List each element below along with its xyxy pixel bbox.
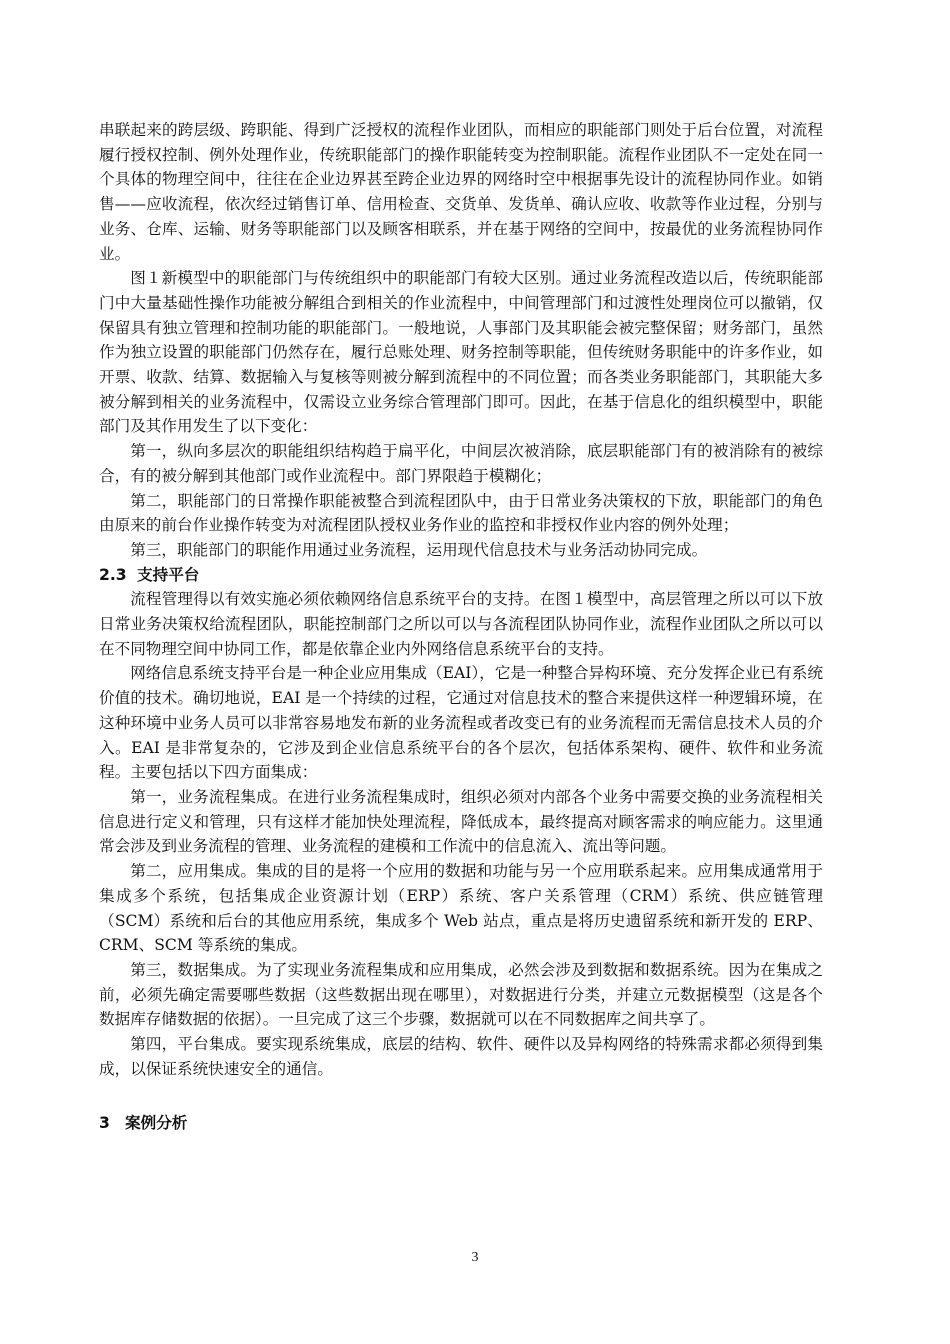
paragraph-p7: 网络信息系统支持平台是一种企业应用集成（EAI），它是一种整合异构环境、充分发挥企业已有系统价值的技术。确切地说，EAI 是一个持续的过程，它通过对信息技术的整合来提供这样一种逻辑环境，在这种环境中业务人员可以非常容易地发布新的业务流程或者改变已有的业务流程而无需信息技术人员的介入。EAI 是非常复杂的，它涉及到企业信息系统平台的各个层次，包括体系架构、硬件、软件和业务流程。主要包括以下四方面集成： (99, 664, 823, 782)
paragraph-p8: 第一，业务流程集成。在进行业务流程集成时，组织必须对内部各个业务中需要交换的业务流程相关信息进行定义和管理，只有这样才能加快处理流程，降低成本，最终提高对顾客需求的响应能力。这里通常会涉及到业务流程的管理、业务流程的建模和工作流中的信息流入、流出等问题。 (99, 787, 823, 856)
paragraph-p9: 第二，应用集成。集成的目的是将一个应用的数据和功能与另一个应用联系起来。应用集成通常用于集成多个系统，包括集成企业资源计划（ERP）系统、客户关系管理（CRM）系统、供应链管理（SCM）系统和后台的其他应用系统，集成多个 Web 站点，重点是将历史遗留系统和新开发的 ERP、CRM、SCM 等系统的集成。 (99, 862, 823, 955)
section-heading-2-3 (99, 563, 823, 588)
section-number: 3 (99, 1114, 110, 1133)
paragraph-p2: 图１新模型中的职能部门与传统组织中的职能部门有较大区别。通过业务流程改造以后，传统职能部门中大量基础性操作功能被分解组合到相关的作业流程中，中间管理部门和过渡性处理岗位可以撤销，仅保留具有独立管理和控制功能的职能部门。一般地说，人事部门及其职能会被完整保留；财务部门，虽然作为独立设置的职能部门仍然存在，履行总账处理、财务控制等职能，但传统财务职能中的许多作业，如开票、收款、结算、数据输入与复核等则被分解到流程中的不同位置；而各类业务职能部门，其职能大多被分解到相关的业务流程中，仅需设立业务综合管理部门即可。因此，在基于信息化的组织模型中，职能部门及其作用发生了以下变化： (99, 269, 823, 436)
paragraph-p1: 串联起来的跨层级、跨职能、得到广泛授权的流程作业团队，而相应的职能部门则处于后台位置，对流程履行授权控制、例外处理作业，传统职能部门的操作职能转变为控制职能。流程作业团队不一定处在同一个具体的物理空间中，往往在企业边界甚至跨企业边界的网络时空中根据事先设计的流程协同作业。如销售——应收流程，依次经过销售订单、信用检查、交货单、发货单、确认应收、收款等作业过程，分别与业务、仓库、运输、财务等职能部门以及顾客相联系，并在基于网络的空间中，按最优的业务流程协同作业。 (99, 121, 823, 263)
paragraph-p3: 第一，纵向多层次的职能组织结构趋于扁平化，中间层次被消除，底层职能部门有的被消除有的被综合，有的被分解到其他部门或作业流程中。部门界限趋于模糊化； (99, 442, 823, 485)
paragraph-p10: 第三，数据集成。为了实现业务流程集成和应用集成，必然会涉及到数据和数据系统。因为在集成之前，必须先确定需要哪些数据（这些数据出现在哪里），对数据进行分类，并建立元数据模型（这是各个数据库存储数据的依据）。一旦完成了这三个步骤，数据就可以在不同数据库之间共享了。 (99, 960, 823, 1029)
paragraph-p6: 流程管理得以有效实施必须依赖网络信息系统平台的支持。在图１模型中，高层管理之所以可以下放日常业务决策权给流程团队，职能控制部门之所以可以与各流程团队协同作业，流程作业团队之所以可以在不同物理空间中协同工作，都是依靠企业内外网络信息系统平台的支持。 (99, 590, 823, 658)
section-title: 支持平台 (137, 565, 200, 584)
page-body (99, 118, 823, 1136)
section-number: 2.3 (99, 565, 127, 584)
section-heading-3 (99, 1111, 823, 1136)
section-title: 案例分析 (125, 1114, 188, 1133)
page-number: 3 (471, 1250, 479, 1265)
paragraph-p11: 第四，平台集成。要实现系统集成，底层的结构、软件、硬件以及异构网络的特殊需求都必须得到集成，以保证系统快速安全的通信。 (99, 1035, 823, 1078)
paragraph-p5: 第三，职能部门的职能作用通过业务流程，运用现代信息技术与业务活动协同完成。 (130, 540, 708, 559)
paragraph-p4: 第二，职能部门的日常操作职能被整合到流程团队中，由于日常业务决策权的下放，职能部门的角色由原来的前台作业操作转变为对流程团队授权业务作业的监控和非授权作业内容的例外处理； (99, 491, 823, 535)
